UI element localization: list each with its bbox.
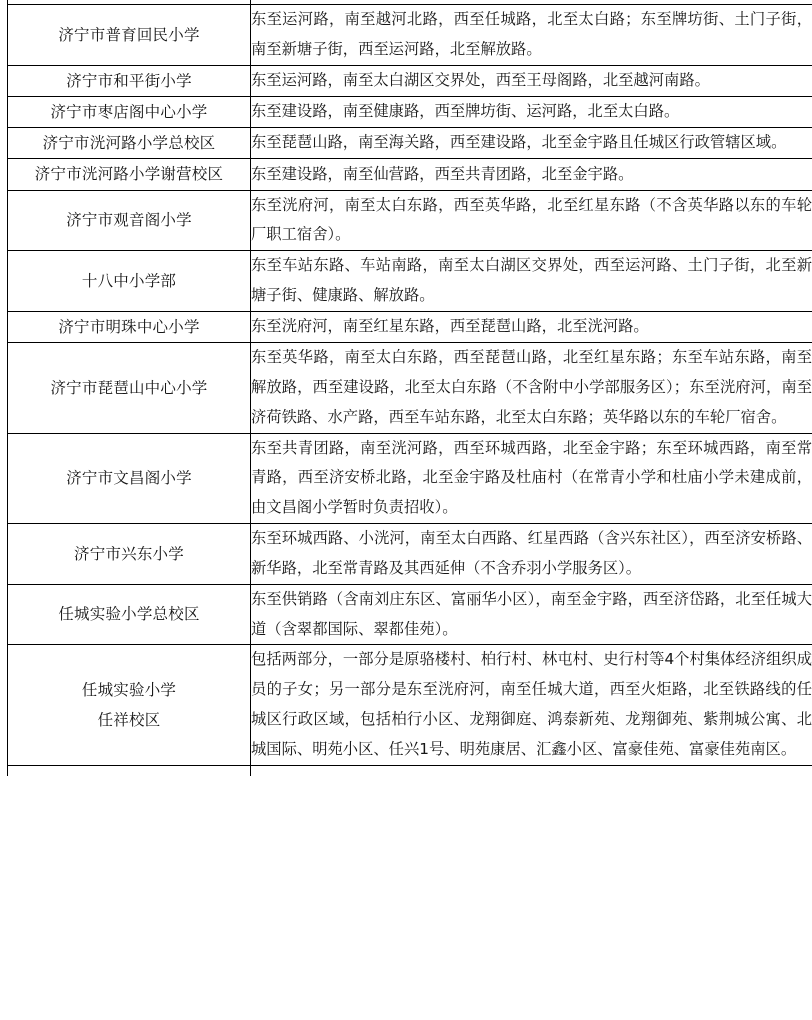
school-name-line: 济宁市枣店阁中心小学 — [50, 102, 208, 121]
table-row — [8, 433, 812, 523]
school-name-cell — [8, 433, 251, 523]
service-range-cell: 东至供销路（含南刘庄东区、富丽华小区），南至金宇路，西至济岱路，北至任城大道（含翠都国际、翠都佳苑）。 — [251, 584, 812, 645]
school-name-line: 任城实验小学总校区 — [58, 605, 200, 624]
school-name-cell — [8, 65, 251, 96]
range-cell-partial-bottom — [251, 765, 812, 776]
school-name-cell — [8, 96, 251, 127]
table-row — [8, 96, 812, 127]
service-range-cell: 东至洸府河，南至太白东路，西至英华路，北至红星东路（不含英华路以东的车轮厂职工宿舍）。 — [251, 190, 812, 251]
service-range-cell: 东至建设路，南至健康路，西至牌坊街、运河路，北至太白路。 — [251, 96, 812, 127]
table-body-bottom — [8, 765, 812, 776]
school-name-cell — [8, 128, 251, 159]
table-row — [8, 343, 812, 433]
school-name-cell — [8, 584, 251, 645]
service-range-cell: 东至英华路，南至太白东路，西至琵琶山路，北至红星东路；东至车站东路，南至解放路，西至建设路，北至太白东路（不含附中小学部服务区）；东至洸府河，南至济荷铁路、水产路，西至车站东路，北至太白东路；英华路以东的车轮厂宿舍。 — [251, 343, 812, 433]
school-name-line: 济宁市洸河路小学谢营校区 — [34, 165, 224, 184]
school-name-line: 济宁市和平街小学 — [66, 71, 192, 90]
school-name-line: 任城实验小学 — [81, 680, 177, 699]
service-range-cell: 东至洸府河，南至红星东路，西至琵琶山路，北至洸河路。 — [251, 311, 812, 342]
service-range-cell: 东至运河路，南至太白湖区交界处，西至王母阁路，北至越河南路。 — [251, 65, 812, 96]
service-range-cell: 东至环城西路、小洸河，南至太白西路、红星西路（含兴东社区），西至济安桥路、新华路，北至常青路及其西延伸（不含乔羽小学服务区）。 — [251, 524, 812, 585]
school-name-line: 济宁市普育回民小学 — [58, 25, 200, 44]
school-name-cell — [8, 159, 251, 190]
school-name-line: 济宁市琵琶山中心小学 — [50, 378, 208, 397]
service-range-cell: 包括两部分，一部分是原骆楼村、柏行村、林屯村、史行村等4个村集体经济组织成员的子女；另一部分是东至洸府河，南至任城大道，西至火炬路，北至铁路线的任城区行政区域，包括柏行小区、龙翔御庭、鸿泰新苑、龙翔御苑、紫荆城公寓、北城国际、明苑小区、任兴1号、明苑康居、汇鑫小区、富豪佳苑、富豪佳苑南区。 — [251, 645, 812, 765]
table-row — [8, 65, 812, 96]
school-name-cell — [8, 524, 251, 585]
school-name-line: 济宁市明珠中心小学 — [58, 317, 200, 336]
table-row — [8, 190, 812, 251]
school-name-cell — [8, 5, 251, 66]
table-row — [8, 128, 812, 159]
school-name-line: 济宁市文昌阁小学 — [66, 469, 192, 488]
service-range-cell: 东至共青团路，南至洸河路，西至环城西路，北至金宇路；东至环城西路，南至常青路，西至济安桥北路，北至金宇路及杜庙村（在常青小学和杜庙小学未建成前，由文昌阁小学暂时负责招收）。 — [251, 433, 812, 523]
table-row — [8, 251, 812, 312]
school-name-cell-partial-bottom — [8, 765, 251, 776]
school-name-cell — [8, 190, 251, 251]
service-range-cell: 东至运河路，南至越河北路，西至任城路，北至太白路；东至牌坊街、土门子街，南至新塘子街，西至运河路，北至解放路。 — [251, 5, 812, 66]
service-range-cell: 东至琵琶山路，南至海关路，西至建设路，北至金宇路且任城区行政管辖区域。 — [251, 128, 812, 159]
school-zoning-table — [7, 0, 812, 776]
school-name-line: 任祥校区 — [97, 711, 161, 729]
school-name-cell — [8, 311, 251, 342]
school-name-line: 济宁市洸河路小学总校区 — [42, 134, 216, 153]
table-row — [8, 584, 812, 645]
table-row — [8, 5, 812, 66]
table-row — [8, 159, 812, 190]
school-name-cell — [8, 251, 251, 312]
service-range-cell: 东至车站东路、车站南路，南至太白湖区交界处，西至运河路、土门子街，北至新塘子街、健康路、解放路。 — [251, 251, 812, 312]
table-row — [8, 311, 812, 342]
table-row-partial-bottom — [8, 765, 812, 776]
service-range-cell: 东至建设路，南至仙营路，西至共青团路，北至金宇路。 — [251, 159, 812, 190]
school-name-cell — [8, 645, 251, 765]
school-name-line: 十八中小学部 — [81, 271, 177, 290]
table-row — [8, 524, 812, 585]
school-name-line: 济宁市观音阁小学 — [66, 211, 192, 230]
school-name-cell — [8, 343, 251, 433]
school-name-line: 济宁市兴东小学 — [74, 544, 184, 563]
table-rows — [8, 5, 812, 766]
table-row — [8, 645, 812, 765]
